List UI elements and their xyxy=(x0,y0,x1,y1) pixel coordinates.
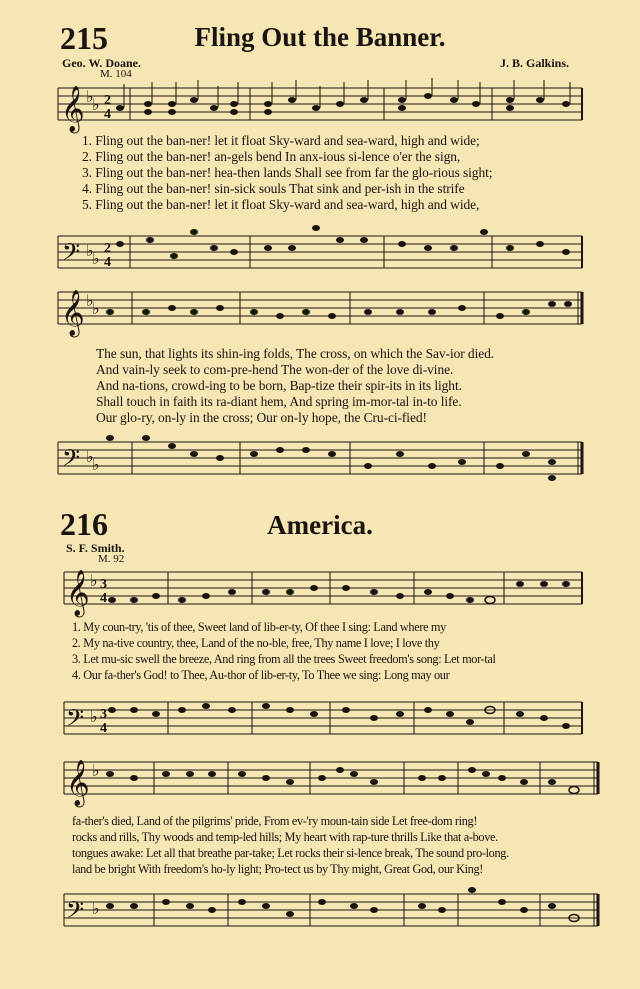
svg-text:♭: ♭ xyxy=(92,97,100,114)
metronome-mark: M. 92 xyxy=(98,553,125,565)
verse-line-1: 1. My coun-try, 'tis of thee, Sweet land of lib-er-ty, Of thee I sing: Land where my xyxy=(72,620,446,634)
svg-text:♭: ♭ xyxy=(90,573,98,590)
metronome-mark: M. 104 xyxy=(100,68,132,80)
svg-text:♭: ♭ xyxy=(92,763,100,780)
verse-line-1: 1. Fling out the ban-ner! let it float Sky-ward and sea-ward, high and wide; xyxy=(82,133,480,148)
verse-line-1: The sun, that lights its shin-ing folds, The cross, on which the Sav-ior died. xyxy=(96,346,495,361)
bass-staff xyxy=(0,688,640,744)
verse-line-1: fa-ther's died, Land of the pilgrims' pride, From ev-'ry moun-tain side Let free-dom ring! xyxy=(72,814,478,828)
svg-text:♭: ♭ xyxy=(92,251,100,268)
verse-line-3: tongues awake: Let all that breathe par-take; Let rocks their si-lence break, The sound pro-long. xyxy=(72,846,509,860)
verse-line-5: 5. Fling out the ban-ner! let it float Sky-ward and sea-ward, high and wide, xyxy=(82,197,480,212)
svg-text:4: 4 xyxy=(100,721,107,736)
svg-text:♭: ♭ xyxy=(86,293,94,310)
verse-line-3: 3. Fling out the ban-ner! hea-then lands Shall see from far the glo-rious sight; xyxy=(82,165,493,180)
verse-line-4: 4. Fling out the ban-ner! sin-sick souls That sink and per-ish in the strife xyxy=(82,181,465,196)
svg-text:3: 3 xyxy=(100,577,107,592)
bass-staff xyxy=(0,218,640,278)
svg-text:2: 2 xyxy=(104,241,111,256)
svg-text:♭: ♭ xyxy=(86,89,94,106)
svg-text:4: 4 xyxy=(104,255,111,270)
treble-staff xyxy=(0,752,640,812)
verse-line-2: 2. Fling out the ban-ner! an-gels bend In anx-ious si-lence o'er the sign, xyxy=(82,149,461,164)
svg-text:♭: ♭ xyxy=(92,457,100,474)
author-credit: S. F. Smith. xyxy=(66,541,125,555)
svg-text:3: 3 xyxy=(100,707,107,722)
verse-line-5: Our glo-ry, on-ly in the cross; Our on-ly hope, the Cru-ci-fied! xyxy=(96,410,427,425)
hymn-title: Fling Out the Banner. xyxy=(194,22,446,52)
bass-staff xyxy=(0,880,640,944)
treble-staff xyxy=(0,78,640,138)
svg-text:♭: ♭ xyxy=(92,301,100,318)
svg-text:𝄢: 𝄢 xyxy=(62,240,81,271)
svg-text:𝄞: 𝄞 xyxy=(66,570,90,615)
verse-line-3: 3. Let mu-sic swell the breeze, And ring from all the trees Sweet freedom's song: Let mor-tal xyxy=(72,652,496,666)
verse-line-4: 4. Our fa-ther's God! to Thee, Au-thor of lib-er-ty, To Thee we sing: Long may our xyxy=(72,668,450,682)
verse-line-2: rocks and rills, Thy woods and temp-led hills; My heart with rap-ture thrills Like that a-bove. xyxy=(72,830,498,844)
svg-text:𝄢: 𝄢 xyxy=(66,898,85,929)
treble-staff xyxy=(0,562,640,620)
svg-text:♭: ♭ xyxy=(86,449,94,466)
verse-line-4: land be bright With freedom's ho-ly light; Pro-tect us by Thy might, Great God, our King! xyxy=(72,862,484,876)
verse-line-4: Shall touch in faith its ra-diant hem, And spring im-mor-tal in-to life. xyxy=(96,394,462,409)
hymn-number: 215 xyxy=(60,20,108,56)
svg-text:♭: ♭ xyxy=(86,243,94,260)
hymn-number: 216 xyxy=(60,506,108,542)
author-credit: Geo. W. Doane. xyxy=(62,56,142,70)
hymn-title: America. xyxy=(267,510,373,540)
verse-line-2: And vain-ly seek to com-pre-hend The won-der of the love di-vine. xyxy=(96,362,454,377)
bass-staff xyxy=(0,424,640,488)
svg-text:𝄞: 𝄞 xyxy=(61,86,85,131)
svg-text:♭: ♭ xyxy=(90,709,98,726)
svg-text:2: 2 xyxy=(104,93,111,108)
svg-text:𝄢: 𝄢 xyxy=(62,446,81,477)
treble-staff xyxy=(0,282,640,342)
verse-line-2: 2. My na-tive country, thee, Land of the no-ble, free, Thy name I love; I love thy xyxy=(72,636,440,650)
svg-text:♭: ♭ xyxy=(92,901,100,918)
svg-text:4: 4 xyxy=(100,591,107,606)
composer-credit: J. B. Galkins. xyxy=(500,56,570,70)
verse-line-3: And na-tions, crowd-ing to be born, Bap-tize their spir-its in its light. xyxy=(96,378,462,393)
svg-text:𝄢: 𝄢 xyxy=(66,706,85,737)
svg-text:𝄞: 𝄞 xyxy=(61,290,85,335)
svg-text:4: 4 xyxy=(104,107,111,122)
svg-text:𝄞: 𝄞 xyxy=(66,760,90,805)
